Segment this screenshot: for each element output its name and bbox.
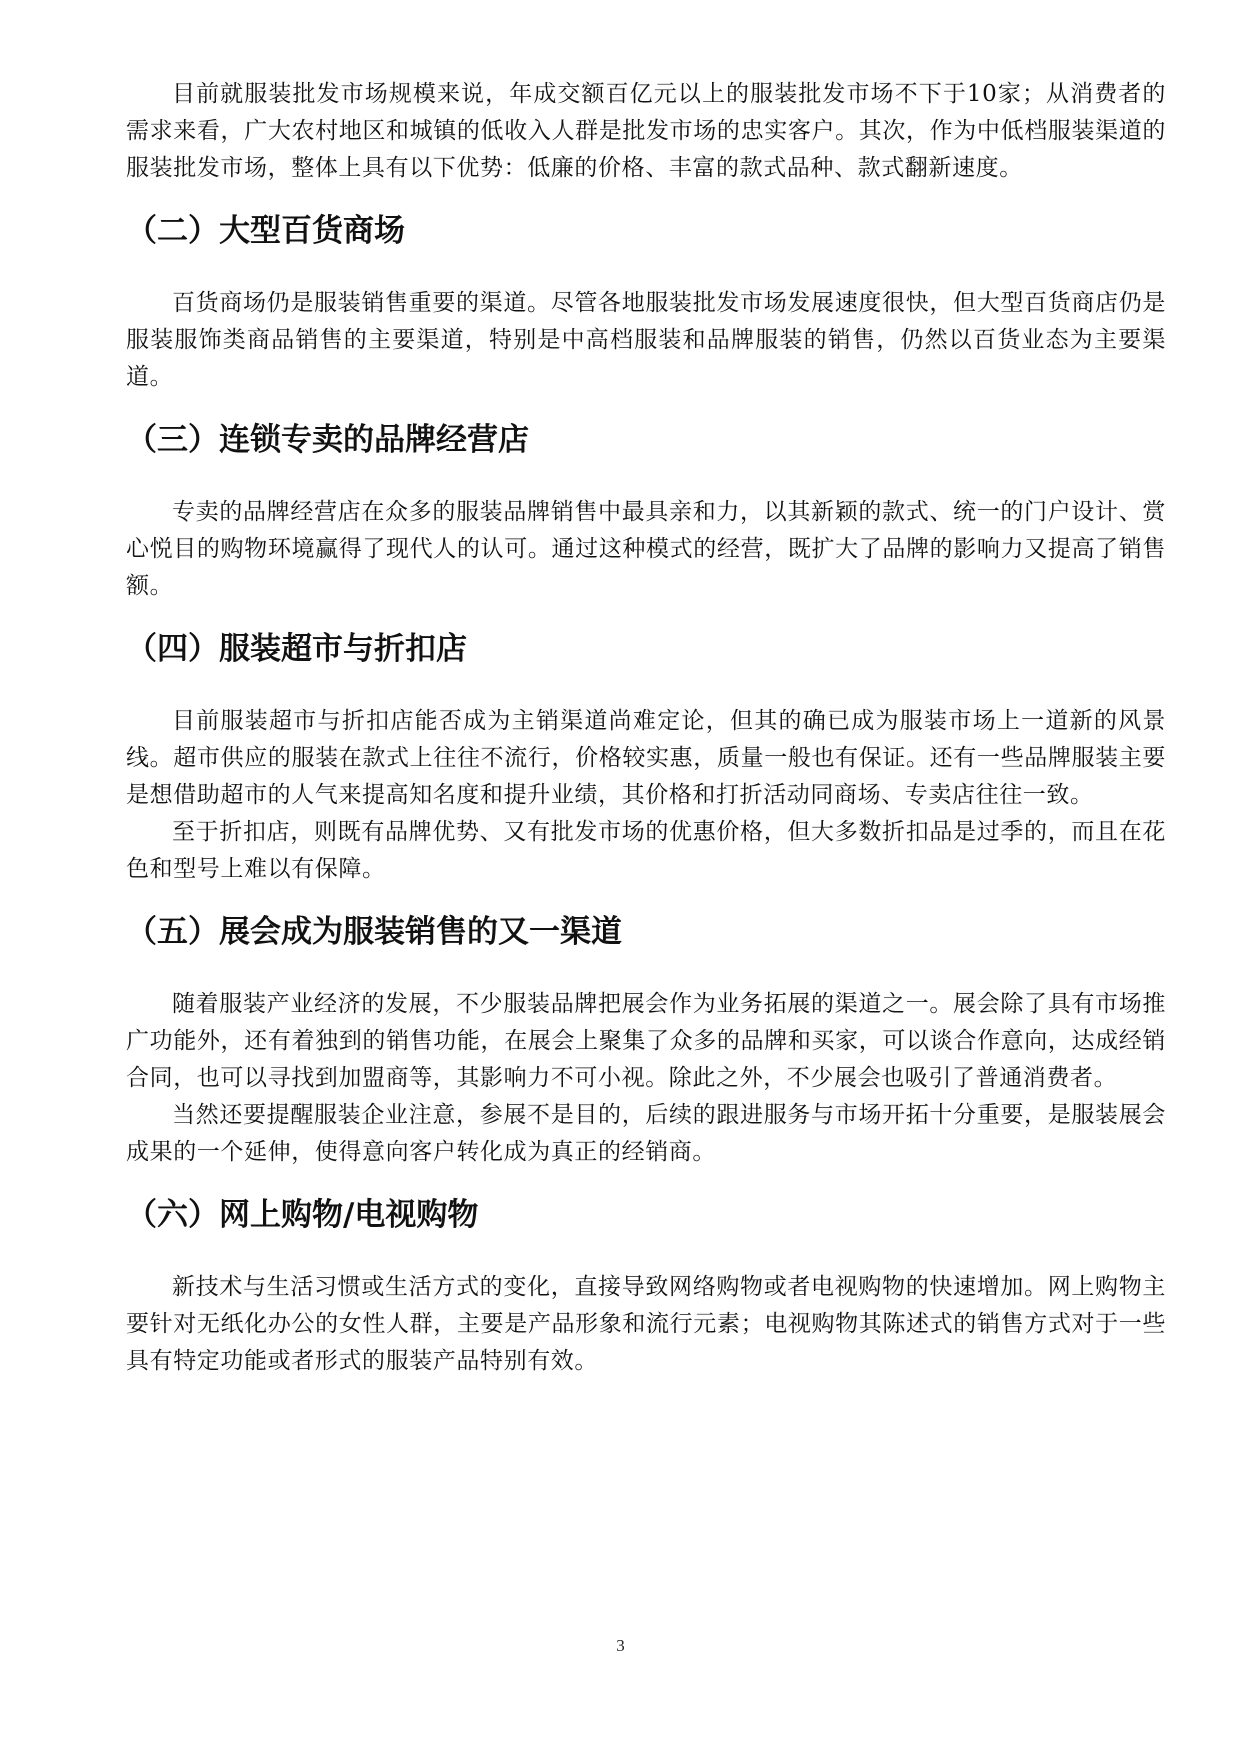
section-paragraph: 百货商场仍是服装销售重要的渠道。尽管各地服装批发市场发展速度很快，但大型百货商店仍是服装服饰类商品销售的主要渠道，特别是中高档服装和品牌服装的销售，仍然以百货业态为主要渠道。: [126, 290, 1166, 390]
section-paragraph: 至于折扣店，则既有品牌优势、又有批发市场的优惠价格，但大多数折扣品是过季的，而且在花色和型号上难以有保障。: [126, 819, 1166, 882]
section-heading-brand-stores: （三）连锁专卖的品牌经营店: [126, 422, 529, 458]
document-body: [126, 76, 1166, 1380]
section-paragraph: 新技术与生活习惯或生活方式的变化，直接导致网络购物或者电视购物的快速增加。网上购物主要针对无纸化办公的女性人群，主要是产品形象和流行元素；电视购物其陈述式的销售方式对于一些具有特定功能或者形式的服装产品特别有效。: [126, 1274, 1166, 1374]
section-paragraph: 专卖的品牌经营店在众多的服装品牌销售中最具亲和力，以其新颖的款式、统一的门户设计、赏心悦目的购物环境赢得了现代人的认可。通过这种模式的经营，既扩大了品牌的影响力又提高了销售额。: [126, 499, 1166, 599]
section-paragraph: 目前服装超市与折扣店能否成为主销渠道尚难定论，但其的确已成为服装市场上一道新的风景线。超市供应的服装在款式上往往不流行，价格较实惠，质量一般也有保证。还有一些品牌服装主要是想借助超市的人气来提高知名度和提升业绩，其价格和打折活动同商场、专卖店往往一致。: [126, 708, 1166, 808]
section-heading-online-tv-shopping: （六）网上购物/电视购物: [126, 1197, 479, 1233]
page-number: 3: [616, 1636, 625, 1655]
section-heading-exhibitions: （五）展会成为服装销售的又一渠道: [126, 914, 622, 950]
section-paragraph: 随着服装产业经济的发展，不少服装品牌把展会作为业务拓展的渠道之一。展会除了具有市场推广功能外，还有着独到的销售功能，在展会上聚集了众多的品牌和买家，可以谈合作意向，达成经销合同，也可以寻找到加盟商等，其影响力不可小视。除此之外，不少展会也吸引了普通消费者。: [126, 991, 1166, 1091]
section-heading-supermarkets-discount: （四）服装超市与折扣店: [126, 631, 467, 667]
intro-paragraph: 目前就服装批发市场规模来说，年成交额百亿元以上的服装批发市场不下于10家；从消费者的需求来看，广大农村地区和城镇的低收入人群是批发市场的忠实客户。其次，作为中低档服装渠道的服装批发市场，整体上具有以下优势：低廉的价格、丰富的款式品种、款式翻新速度。: [126, 81, 1166, 181]
section-heading-department-stores: （二）大型百货商场: [126, 213, 405, 249]
section-paragraph: 当然还要提醒服装企业注意，参展不是目的，后续的跟进服务与市场开拓十分重要，是服装展会成果的一个延伸，使得意向客户转化成为真正的经销商。: [126, 1102, 1166, 1165]
